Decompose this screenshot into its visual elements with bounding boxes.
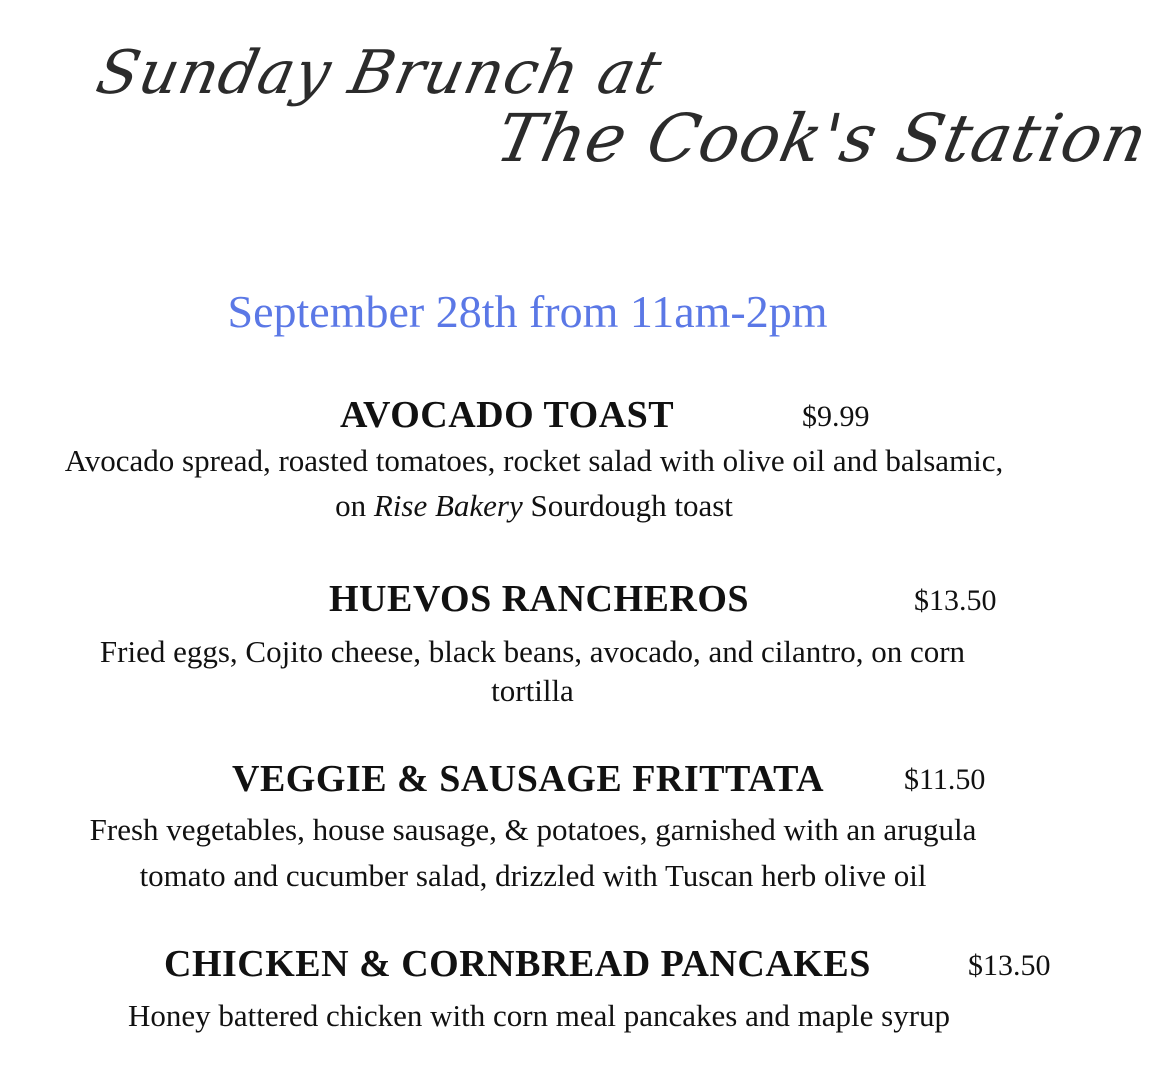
item-price-chicken-cornbread-pancakes: $13.50: [968, 949, 1051, 982]
item-name-chicken-cornbread-pancakes: CHICKEN & CORNBREAD PANCAKES: [164, 943, 871, 985]
bakery-name: Rise Bakery: [373, 488, 523, 523]
item-desc-avocado-toast-line-2: on Rise Bakery Sourdough toast: [335, 488, 733, 523]
item-desc-chicken-cornbread-pancakes-line-1: Honey battered chicken with corn meal pancakes and maple syrup: [127, 998, 951, 1033]
item-desc-veggie-sausage-frittata-line-2: tomato and cucumber salad, drizzled with Tuscan herb olive oil: [139, 858, 927, 893]
menu-title-line-2: The Cook's Station: [489, 100, 1155, 177]
item-desc-avocado-toast-line-1: Avocado spread, roasted tomatoes, rocket salad with olive oil and balsamic,: [64, 443, 1004, 478]
item-name-veggie-sausage-frittata: VEGGIE & SAUSAGE FRITTATA: [232, 758, 825, 800]
menu-title-line-1: Sunday Brunch at: [90, 38, 669, 108]
item-desc-huevos-rancheros-line-1: Fried eggs, Cojito cheese, black beans, avocado, and cilantro, on corn: [99, 634, 966, 669]
item-price-huevos-rancheros: $13.50: [914, 584, 997, 617]
item-name-huevos-rancheros: HUEVOS RANCHEROS: [329, 578, 750, 620]
item-price-avocado-toast: $9.99: [802, 400, 870, 433]
item-name-avocado-toast: AVOCADO TOAST: [340, 394, 675, 436]
item-desc-huevos-rancheros-line-2: tortilla: [491, 673, 574, 708]
item-price-veggie-sausage-frittata: $11.50: [904, 763, 986, 796]
item-desc-veggie-sausage-frittata-line-1: Fresh vegetables, house sausage, & potatoes, garnished with an arugula: [89, 812, 977, 847]
event-date: September 28th from 11am-2pm: [227, 286, 828, 337]
